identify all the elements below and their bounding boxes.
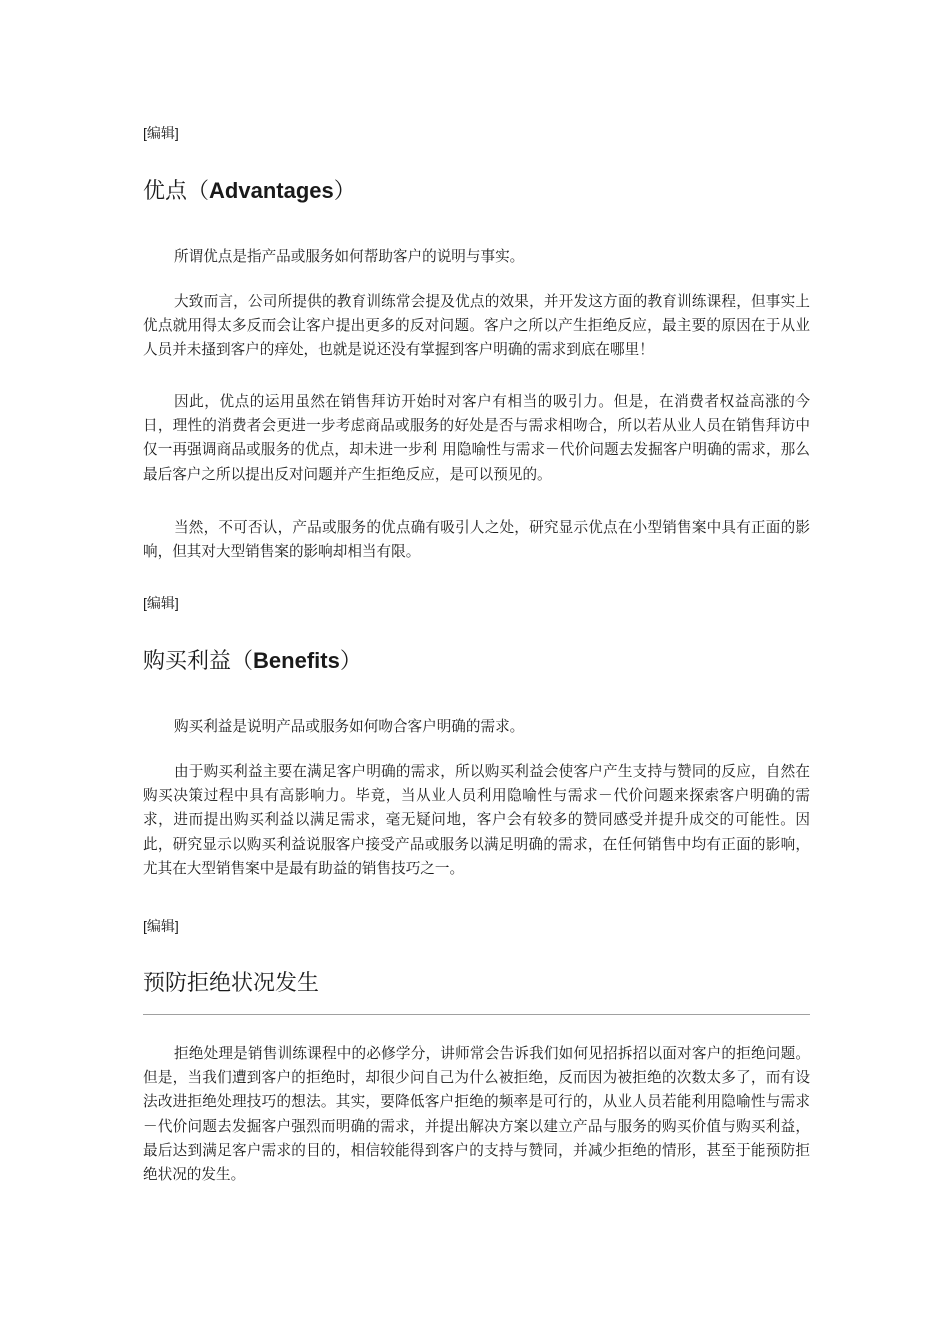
paragraph: 大致而言，公司所提供的教育训练常会提及优点的效果，并开发这方面的教育训练课程，但事实上优点就用得太多反而会让客户提出更多的反对问题。客户之所以产生拒绝反应，最主要的原因在于从业人员并未搔到客户的痒处，也就是说还没有掌握到客户明确的需求到底在哪里！	[143, 293, 810, 359]
heading-close-paren: ）	[333, 179, 356, 204]
heading-cjk-text: 购买利益（	[143, 649, 254, 674]
heading-latin-text: Benefits	[253, 648, 340, 673]
section-heading-advantages	[143, 178, 356, 205]
edit-link-advantages[interactable]: [编辑]	[143, 125, 179, 141]
paragraph: 因此，优点的运用虽然在销售拜访开始时对客户有相当的吸引力。但是，在消费者权益高涨的今日，理性的消费者会更进一步考虑商品或服务的好处是否与需求相吻合，所以若从业人员在销售拜访中仅一再强调商品或服务的优点，却未进一步利 用隐喻性与需求－代价问题去发掘客户明确的需求，那么最后客户之所以提出反对问题并产生拒绝反应，是可以预见的。	[143, 393, 810, 483]
paragraph: 拒绝处理是销售训练课程中的必修学分，讲师常会告诉我们如何见招拆招以面对客户的拒绝问题。但是，当我们遭到客户的拒绝时，却很少问自己为什么被拒绝，反而因为被拒绝的次数太多了，而有设法改进拒绝处理技巧的想法。其实，要降低客户拒绝的频率是可行的，从业人员若能利用隐喻性与需求－代价问题去发掘客户强烈而明确的需求，并提出解决方案以建立产品与服务的购买价值与购买利益，最后达到满足客户需求的目的，相信较能得到客户的支持与赞同，并减少拒绝的情形，甚至于能预防拒绝状况的发生。	[143, 1045, 810, 1184]
paragraph: 购买利益是说明产品或服务如何吻合客户明确的需求。	[174, 718, 525, 735]
heading-cjk-text: 预防拒绝状况发生	[143, 971, 320, 996]
section-heading-prevent-rejection	[143, 970, 319, 997]
edit-link-prevent-rejection[interactable]: [编辑]	[143, 918, 179, 934]
edit-link-benefits[interactable]: [编辑]	[143, 595, 179, 611]
heading-divider	[143, 1014, 810, 1015]
heading-close-paren: ）	[339, 649, 362, 674]
paragraph: 所谓优点是指产品或服务如何帮助客户的说明与事实。	[174, 248, 525, 265]
heading-cjk-text: 优点（	[143, 179, 210, 204]
paragraph: 当然，不可否认，产品或服务的优点确有吸引人之处，研究显示优点在小型销售案中具有正面的影响，但其对大型销售案的影响却相当有限。	[143, 519, 810, 561]
heading-latin-text: Advantages	[209, 178, 334, 203]
section-heading-benefits	[143, 648, 362, 675]
paragraph: 由于购买利益主要在满足客户明确的需求，所以购买利益会使客户产生支持与赞同的反应，自然在购买决策过程中具有高影响力。毕竟，当从业人员利用隐喻性与需求－代价问题来探索客户明确的需求，进而提出购买利益以满足需求，毫无疑问地，客户会有较多的赞同感受并提升成交的可能性。因此，研究显示以购买利益说服客户接受产品或服务以满足明确的需求，在任何销售中均有正面的影响，尤其在大型销售案中是最有助益的销售技巧之一。	[143, 763, 810, 877]
